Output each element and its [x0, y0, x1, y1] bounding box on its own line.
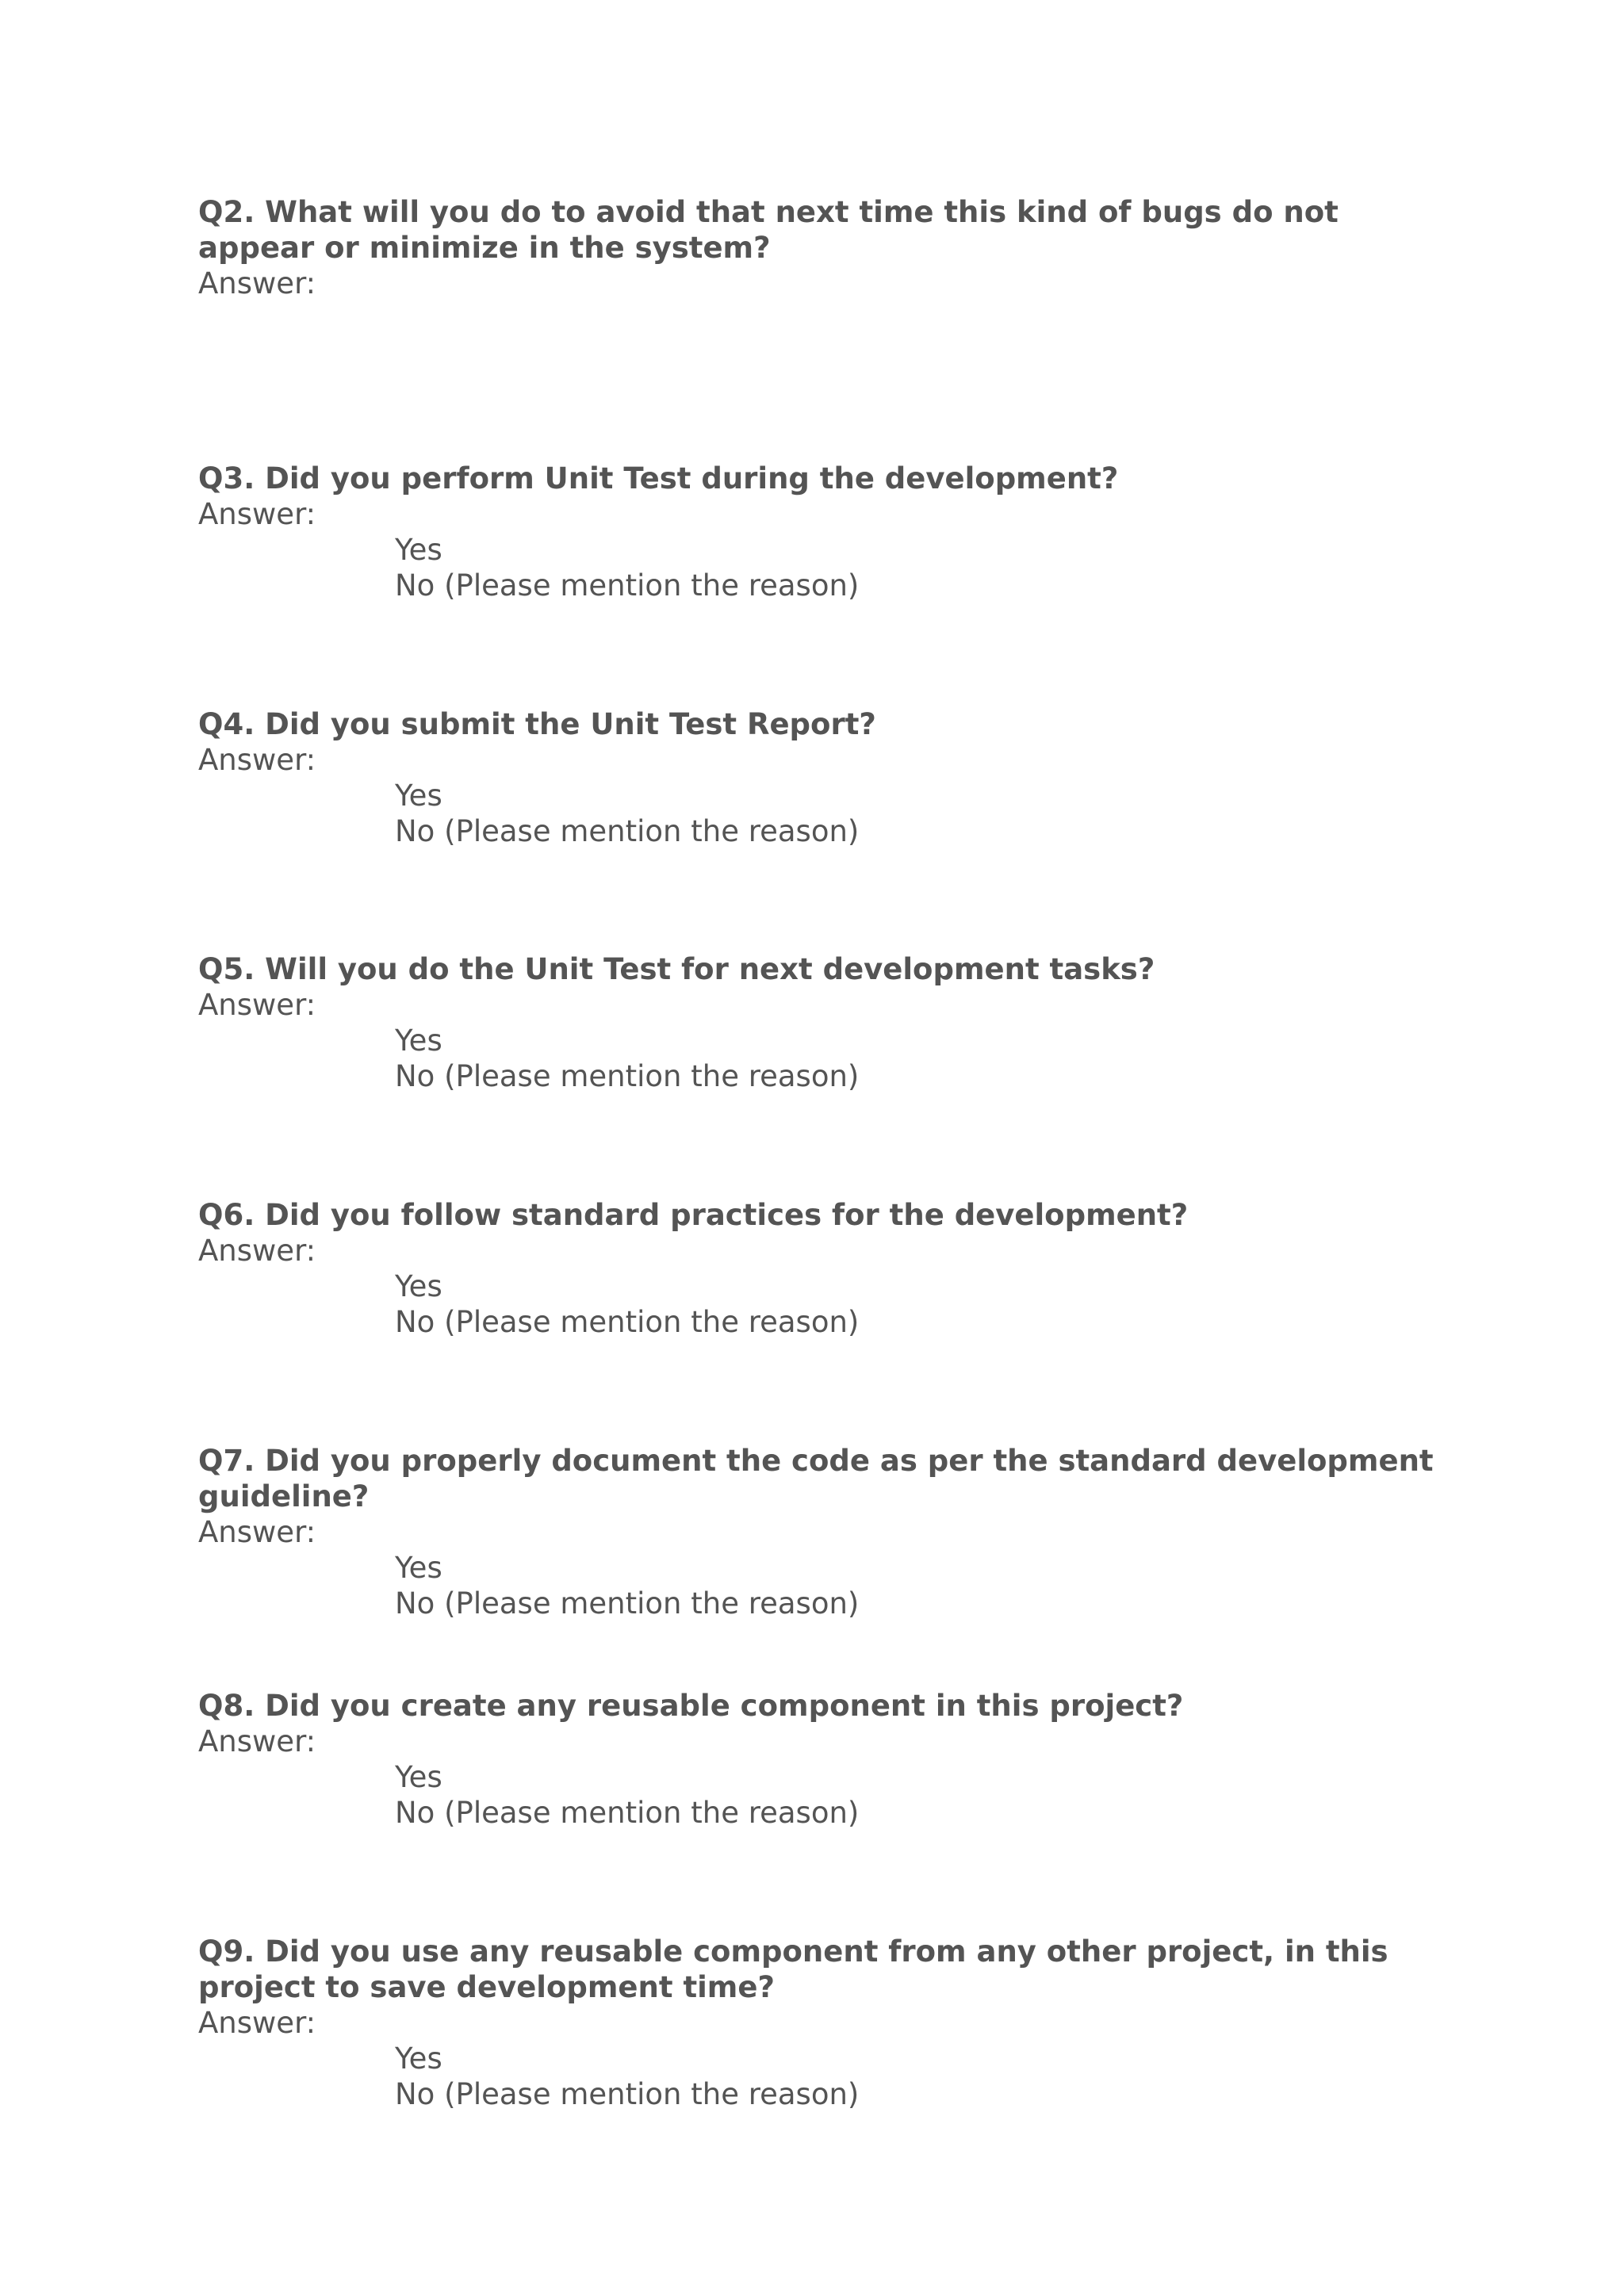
option-yes: Yes	[395, 1551, 442, 1585]
option-yes: Yes	[395, 1024, 442, 1058]
option-no: No (Please mention the reason)	[395, 1305, 860, 1339]
question-title: Q5. Will you do the Unit Test for next development tasks?	[198, 952, 1155, 986]
question-q2	[198, 194, 1435, 301]
option-yes: Yes	[395, 2042, 442, 2076]
question-title: Q7. Did you properly document the code as per the standard development guideline?	[198, 1444, 1434, 1513]
answer-options	[395, 1269, 1435, 1340]
answer-options	[395, 1023, 1435, 1094]
option-yes: Yes	[395, 533, 442, 567]
option-yes: Yes	[395, 1760, 442, 1794]
answer-options	[395, 532, 1435, 603]
answer-label: Answer:	[198, 266, 316, 300]
answer-label: Answer:	[198, 743, 316, 777]
answer-label: Answer:	[198, 988, 316, 1022]
question-q4	[198, 706, 1435, 849]
option-no: No (Please mention the reason)	[395, 1796, 860, 1830]
question-title: Q3. Did you perform Unit Test during the development?	[198, 461, 1119, 496]
answer-label: Answer:	[198, 2006, 316, 2040]
question-title: Q6. Did you follow standard practices for the development?	[198, 1198, 1189, 1232]
question-title: Q9. Did you use any reusable component from any other project, in this project to save development time?	[198, 1934, 1388, 2004]
answer-options	[395, 778, 1435, 849]
option-no: No (Please mention the reason)	[395, 2077, 860, 2111]
answer-options	[395, 1759, 1435, 1831]
option-no: No (Please mention the reason)	[395, 1586, 860, 1621]
answer-label: Answer:	[198, 497, 316, 531]
question-title: Q2. What will you do to avoid that next time this kind of bugs do not appear or minimize in the system?	[198, 195, 1339, 265]
option-no: No (Please mention the reason)	[395, 1059, 860, 1093]
answer-label: Answer:	[198, 1515, 316, 1549]
question-q6	[198, 1197, 1435, 1340]
option-yes: Yes	[395, 1269, 442, 1303]
question-title: Q4. Did you submit the Unit Test Report?	[198, 707, 876, 741]
answer-label: Answer:	[198, 1234, 316, 1268]
question-title: Q8. Did you create any reusable component in this project?	[198, 1689, 1184, 1723]
answer-label: Answer:	[198, 1724, 316, 1758]
question-q3	[198, 461, 1435, 603]
question-q9	[198, 1934, 1435, 2112]
question-q7	[198, 1443, 1435, 1621]
option-no: No (Please mention the reason)	[395, 814, 860, 848]
option-no: No (Please mention the reason)	[395, 568, 860, 603]
question-q5	[198, 951, 1435, 1094]
question-q8	[198, 1688, 1435, 1831]
option-yes: Yes	[395, 779, 442, 813]
answer-options	[395, 1550, 1435, 1621]
answer-options	[395, 2041, 1435, 2112]
